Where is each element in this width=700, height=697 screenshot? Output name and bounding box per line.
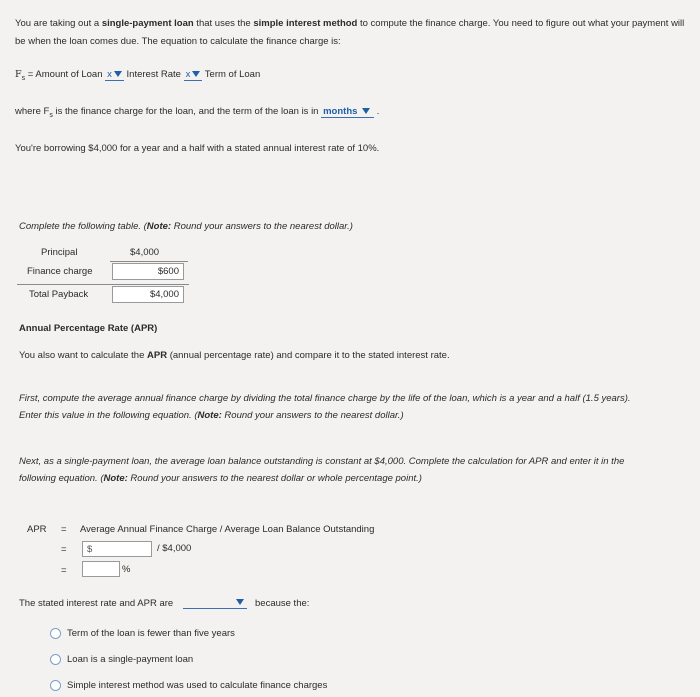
chevron-down-icon (362, 108, 370, 114)
chevron-down-icon (192, 71, 200, 77)
first-instruction-line1: First, compute the average annual finance charge by dividing the total finance charge by the life of the loan, which is a year and a half (1.5 years). (19, 393, 631, 404)
finance-charge-label: Finance charge (27, 266, 93, 277)
radio-button[interactable] (50, 628, 61, 639)
finance-charge-equation: $F_s$ = Amount of Loan x Interest Rate x Term of Loan (15, 69, 261, 82)
operator-dropdown-2[interactable]: x (184, 69, 203, 81)
percent-sign: % (122, 564, 131, 575)
equals-sign: = (61, 524, 67, 535)
finance-charge-input[interactable]: $600 (112, 263, 184, 280)
radio-button[interactable] (50, 654, 61, 665)
chevron-down-icon (114, 71, 122, 77)
principal-label: Principal (41, 247, 78, 258)
radio-option-single-payment[interactable]: Loan is a single-payment loan (50, 654, 193, 665)
next-instruction-line1: Next, as a single-payment loan, the average loan balance outstanding is constant at $4,000. Complete the calculation for APR and enter it in the (19, 456, 625, 467)
divider (110, 261, 188, 262)
borrowing-statement: You're borrowing $4,000 for a year and a half with a stated annual interest rate of 10%. (15, 143, 380, 154)
apr-description: You also want to calculate the APR (annual percentage rate) and compare it to the stated interest rate. (19, 350, 450, 361)
equals-sign: = (61, 565, 67, 576)
divider (17, 284, 189, 285)
radio-option-simple-interest[interactable]: Simple interest method was used to calculate finance charges (50, 680, 327, 691)
first-instruction-line2: Enter this value in the following equation. (Note: Round your answers to the nearest dollar.) (19, 410, 404, 421)
equals-sign: = (61, 544, 67, 555)
operator-dropdown-1[interactable]: x (105, 69, 124, 81)
radio-button[interactable] (50, 680, 61, 691)
where-line: where $F_s$ is the finance charge for the loan, and the term of the loan is in months . (15, 106, 380, 119)
chevron-down-icon (236, 599, 244, 605)
comparison-pre: The stated interest rate and APR are (19, 598, 174, 609)
total-payback-input[interactable]: $4,000 (112, 286, 184, 303)
total-payback-label: Total Payback (29, 289, 89, 300)
term-unit-dropdown[interactable]: months (321, 106, 374, 118)
principal-value: $4,000 (130, 247, 160, 258)
divisor-text: / $4,000 (157, 543, 192, 554)
table-instruction: Complete the following table. (Note: Round your answers to the nearest dollar.) (19, 221, 353, 232)
comparison-dropdown[interactable] (183, 595, 247, 609)
radio-option-term[interactable]: Term of the loan is fewer than five years (50, 628, 235, 639)
apr-percent-input[interactable] (82, 561, 120, 577)
apr-heading: Annual Percentage Rate (APR) (19, 323, 158, 334)
intro-paragraph: You are taking out a single-payment loan that uses the simple interest method to compute the finance charge. You need to figure out what your payment will be when the loan comes due. The equation to calculate the finance charge is: (15, 18, 685, 47)
next-instruction-line2: following equation. (Note: Round your answers to the nearest dollar or whole percentage point.) (19, 473, 422, 484)
apr-label: APR (27, 524, 47, 535)
comparison-post: because the: (255, 598, 310, 609)
avg-finance-charge-input[interactable]: $ (82, 541, 152, 557)
apr-formula: Average Annual Finance Charge / Average Loan Balance Outstanding (80, 524, 375, 535)
